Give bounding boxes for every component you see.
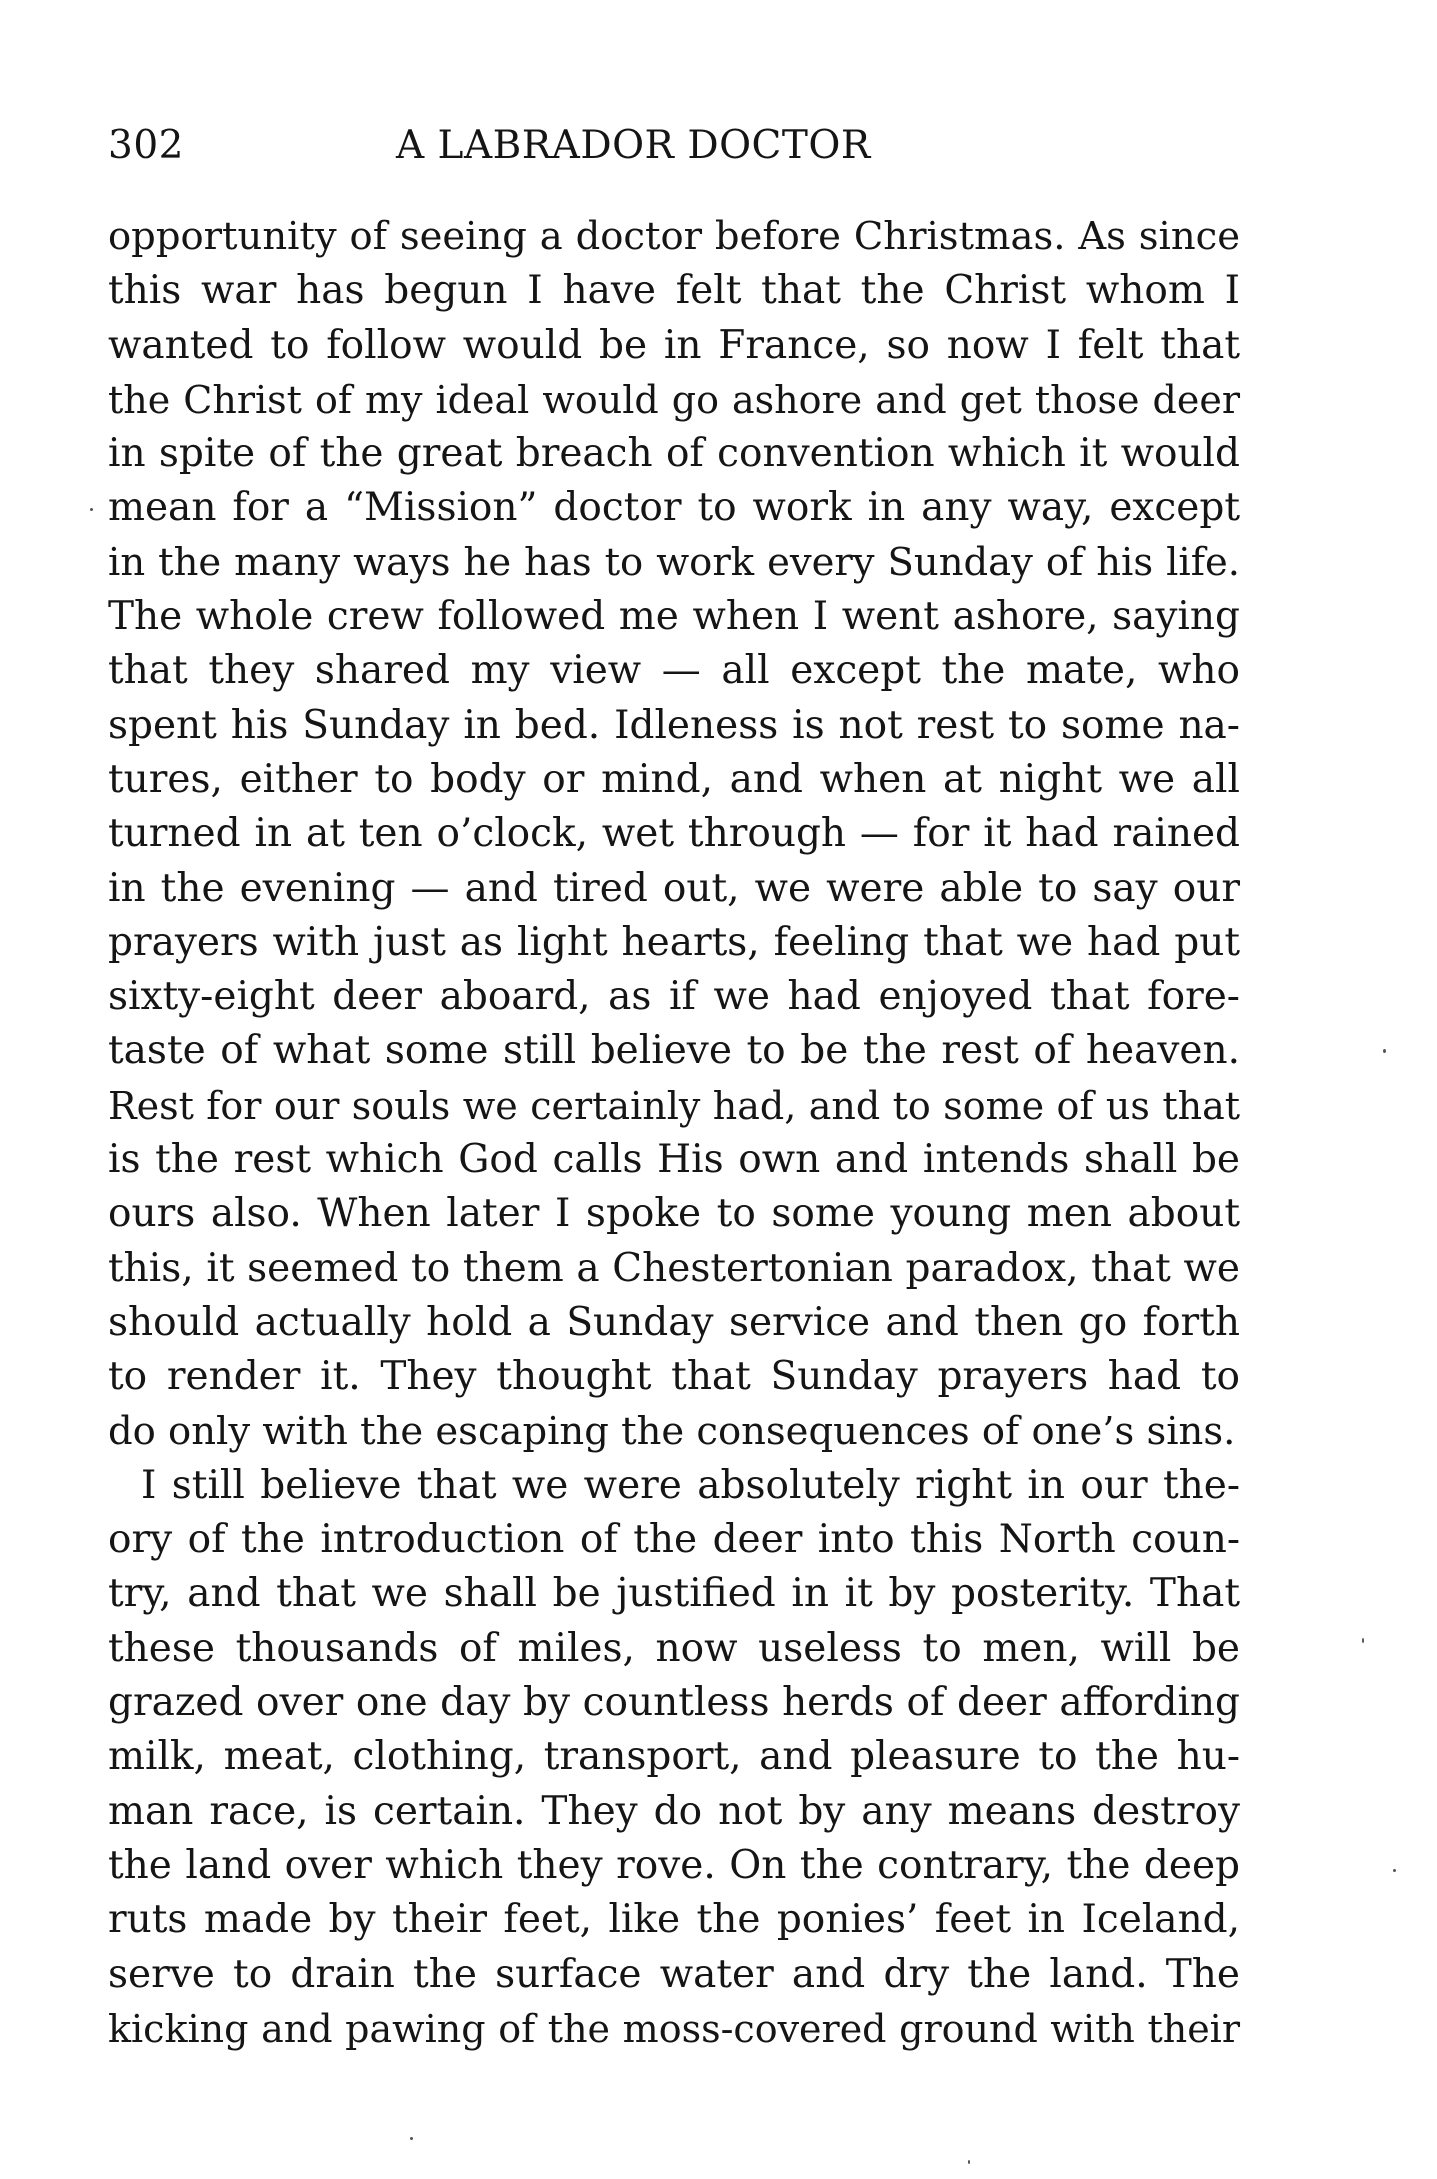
text-line: wanted to follow would be in France, so now I felt that xyxy=(108,322,1240,368)
text-line: taste of what some still believe to be the rest of heaven. xyxy=(108,1028,1240,1074)
paragraph-1 xyxy=(108,210,1240,1459)
text-line: opportunity of seeing a doctor before Christmas. As since xyxy=(108,214,1240,259)
text-line: tures, either to body or mind, and when at night we all xyxy=(108,756,1240,802)
text-line: do only with the escaping the consequences of one’s sins. xyxy=(108,1408,1236,1454)
text-line: sixty-eight deer aboard, as if we had enjoyed that fore- xyxy=(108,974,1240,1020)
text-line: ours also. When later I spoke to some young men about xyxy=(108,1191,1240,1237)
text-line: that they shared my view — all except the mate, who xyxy=(108,648,1240,694)
text-line: is the rest which God calls His own and intends shall be xyxy=(108,1137,1240,1183)
running-head: A LABRADOR DOCTOR xyxy=(396,123,871,168)
text-line: in the evening — and tired out, we were able to say our xyxy=(108,865,1240,911)
text-line: should actually hold a Sunday service and then go forth xyxy=(108,1299,1240,1345)
text-line: in spite of the great breach of convention which it would xyxy=(108,431,1240,477)
scan-speck xyxy=(90,508,93,511)
text-line: this, it seemed to them a Chestertonian paradox, that we xyxy=(108,1245,1240,1291)
scan-speck xyxy=(1383,1049,1386,1053)
text-line: serve to drain the surface water and dry the land. The xyxy=(108,1951,1240,1997)
text-line: grazed over one day by countless herds of deer affording xyxy=(108,1680,1240,1726)
page-header xyxy=(108,116,1240,176)
scan-speck xyxy=(1393,1869,1396,1872)
scan-speck xyxy=(1362,1638,1364,1643)
text-line: the land over which they rove. On the contrary, the deep xyxy=(108,1842,1240,1888)
text-line: ory of the introduction of the deer into this North coun- xyxy=(108,1517,1240,1563)
text-line: kicking and pawing of the moss-covered ground with their xyxy=(108,2006,1240,2051)
text-line: to render it. They thought that Sunday prayers had to xyxy=(108,1354,1240,1400)
body-text xyxy=(108,210,1240,2056)
text-line: try, and that we shall be justified in it by posterity. That xyxy=(108,1571,1240,1617)
text-line: these thousands of miles, now useless to men, will be xyxy=(108,1625,1240,1671)
text-line: I still believe that we were absolutely right in our the- xyxy=(141,1462,1240,1508)
text-line: milk, meat, clothing, transport, and pleasure to the hu- xyxy=(108,1734,1240,1780)
text-line: spent his Sunday in bed. Idleness is not rest to some na- xyxy=(108,702,1240,748)
text-line: ruts made by their feet, like the ponies’ feet in Iceland, xyxy=(108,1897,1240,1943)
text-line: prayers with just as light hearts, feeling that we had put xyxy=(108,919,1240,965)
scan-speck xyxy=(968,2160,970,2164)
text-line: the Christ of my ideal would go ashore and get those deer xyxy=(108,377,1240,422)
text-line: man race, is certain. They do not by any means destroy xyxy=(108,1788,1240,1834)
text-line: The whole crew followed me when I went ashore, saying xyxy=(108,594,1240,640)
scan-speck xyxy=(410,2137,413,2140)
paragraph-2 xyxy=(108,1459,1240,2056)
text-line: in the many ways he has to work every Sunday of his life. xyxy=(108,539,1240,585)
text-line: mean for a “Mission” doctor to work in any way, except xyxy=(108,485,1240,531)
text-line: Rest for our souls we certainly had, and to some of us that xyxy=(108,1083,1240,1128)
text-line: this war has begun I have felt that the Christ whom I xyxy=(108,268,1240,314)
page-number: 302 xyxy=(108,123,184,168)
text-line: turned in at ten o’clock, wet through — for it had rained xyxy=(108,811,1240,857)
